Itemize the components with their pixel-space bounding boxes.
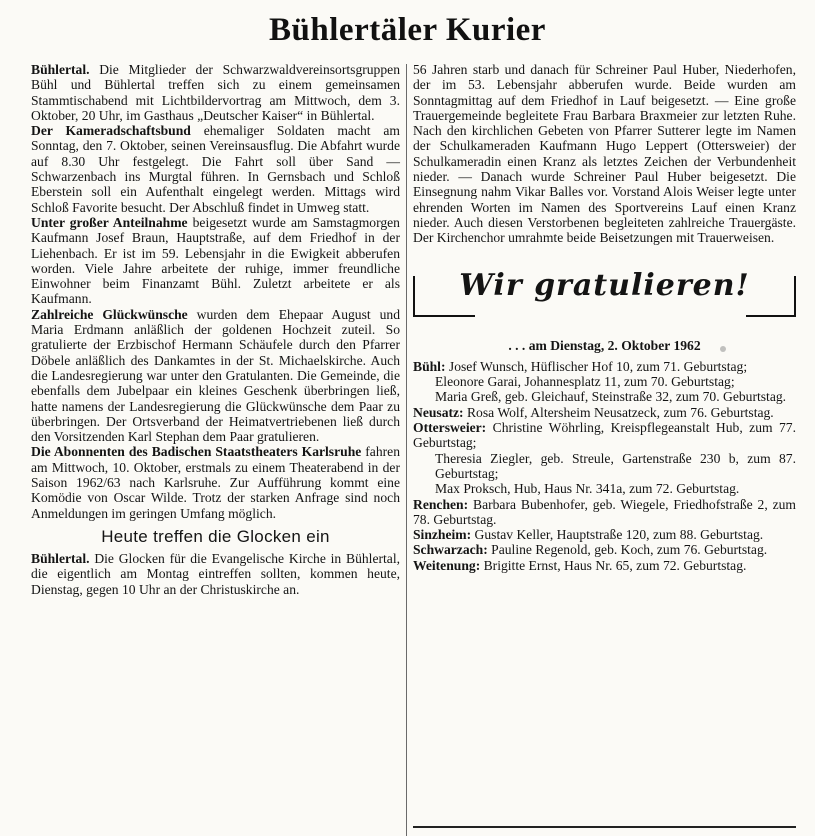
congratulations-date: . . . am Dienstag, 2. Oktober 1962 <box>508 337 701 353</box>
entry-text: Gustav Keller, Hauptstraße 120, zum 88. Geburtstag. <box>471 527 764 543</box>
article <box>31 215 400 307</box>
continued-article: 56 Jahren starb und danach für Schreiner Paul Huber, Niederhofen, der im 53. Lebensjahr abberufen wurde. Beide wurden am Sonntagmittag auf dem Friedhof in Lauf beigesetzt. — Eine große Trauergemeinde begleitete Frau Barbara Braxmeier zur letzten Ruhe. Nach den kirchlichen Gebeten von Pfarrer Sutterer legte im Namen der Schulkameraden Kaufmann Hugo Leppert (Ottersweier) der Schulkameradin einen Kranz als letztes Zeichen der Verbundenheit nieder. — Danach wurde Schreiner Paul Huber beigesetzt. Die Einsegnung nahm Vikar Balles vor. Vorstand Alois Weiser legte unter ehrenden Worten im Namen des Sportvereins Lauf einen Kranz nieder. Auch diesen Verstorbenen begleiteten zahlreiche Trauergäste. Der Kirchenchor umrahmte beide Beisetzungen mit Trauerweisen. <box>413 62 796 246</box>
entry-text: Eleonore Garai, Johannesplatz 11, zum 70. Geburtstag; <box>435 374 735 390</box>
birthday-list <box>413 359 796 573</box>
page-title: Bühlertäler Kurier <box>269 12 546 48</box>
article-text: Die Mitglieder der Schwarzwaldvereinsortsgruppen Bühl und Bühlertal treffen sich zu einem gemeinsamen Stammtischabend mit Lichtbildervortrag am Mittwoch, dem 3. Oktober, 20 Uhr, im Gasthaus „Deutscher Kaiser“ in Bühlertal. <box>31 62 400 123</box>
article-headline: Heute treffen die Glocken ein <box>101 526 330 546</box>
entry-text: Brigitte Ernst, Haus Nr. 65, zum 72. Geburtstag. <box>480 557 747 573</box>
article-text: wurden dem Ehepaar August und Maria Erdmann anläßlich der goldenen Hochzeit zuteil. So gratulierte der Erzbischof Hermann Schäufele durch den Pfarrer Döbele anläßlich des Dankamtes in der St. Michaelskirche. Auch die Landesregierung war unter den Gratulanten. Die Gemeinde, die ebenfalls dem Jubelpaar ein kleines Geschenk überbringen ließ, hatte namens der Landesregierung die Glückwünsche dem Paar zu überbringen. Der Ortsverband der Heimatvertriebenen ließ durch den Vorsitzenden Karl Stephan dem Paar gratulieren. <box>31 306 400 445</box>
place-name: Weitenung: <box>413 557 481 573</box>
bottom-rule <box>413 826 796 828</box>
entry-text: Pauline Regenold, geb. Koch, zum 76. Geburtstag. <box>487 542 768 558</box>
place-name: Ottersweier: <box>413 420 487 436</box>
entry-text: Barbara Bubenhofer, geb. Wiegele, Friedhofstraße 2, zum 78. Geburtstag. <box>413 496 796 527</box>
birthday-entry <box>413 405 796 420</box>
place-name: Schwarzach: <box>413 542 488 558</box>
box-underline-right <box>746 315 796 317</box>
birthday-entry <box>413 497 796 528</box>
congratulations-box <box>413 266 796 318</box>
place-name: Bühl: <box>413 358 446 374</box>
birthday-entry <box>413 542 796 557</box>
entry-text: Max Proksch, Hub, Haus Nr. 341a, zum 72. Geburtstag. <box>435 481 740 497</box>
article <box>31 551 400 597</box>
article <box>31 62 400 123</box>
article-lead: Unter großer Anteilnahme <box>31 214 188 230</box>
left-column <box>31 62 400 597</box>
article-text: ehemaliger Soldaten macht am Sonntag, den 7. Oktober, seinen Vereinsausflug. Die Abfahrt wurde auf 8.30 Uhr festgelegt. Die Fahrt soll über Sand — Schwarzenbach ins Murgtal führen. In Gernsbach und Schloß Eberstein soll ein Aufenthalt eingelegt werden. Mittags wird Schloß Favorite besucht. Der Abschluß findet in Umweg statt. <box>31 123 401 215</box>
right-column <box>413 62 796 573</box>
birthday-entry <box>413 558 796 573</box>
article-lead: Der Kameradschaftsbund <box>31 123 191 139</box>
congratulations-title: Wir gratulieren! <box>459 267 750 303</box>
birthday-entry <box>413 420 796 451</box>
entry-text: Christine Wöhrling, Kreispflegeanstalt Hub, zum 77. Geburtstag; <box>413 420 796 451</box>
birthday-entry <box>413 481 796 496</box>
article-lead: Bühlertal. <box>31 62 90 77</box>
article-text: beigesetzt wurde am Samstagmorgen Kaufmann Josef Braun, Hauptstraße, auf dem Friedhof in der Liehenbach. Er ist im 59. Lebensjahr in die Ewigkeit abberufen worden. Viele Jahre arbeitete der ruhige, immer freundliche Einwohner beim Finanzamt Bühl. Zuletzt arbeitete er als Kaufmann. <box>31 214 400 307</box>
place-name: Renchen: <box>413 496 469 512</box>
article <box>31 307 400 445</box>
place-name: Sinzheim: <box>413 527 472 543</box>
entry-text: Rosa Wolf, Altersheim Neusatzeck, zum 76. Geburtstag. <box>463 404 774 420</box>
birthday-entry <box>413 527 796 542</box>
article-text: Die Glocken für die Evangelische Kirche in Bühlertal, die eigentlich am Montag eintreffen sollten, kommen heute, Dienstag, gegen 10 Uhr an der Christuskirche an. <box>31 550 400 597</box>
article-text: fahren am Mittwoch, 10. Oktober, erstmals zu einem Theaterabend in der Saison 1962/63 nach Karlsruhe. Zur Aufführung kommt eine Komödie von Oscar Wilde. Trotz der starken Anfrage sind noch Anmeldungen im geringen Umfang möglich. <box>31 444 400 521</box>
birthday-entry <box>413 389 796 404</box>
article <box>31 123 400 215</box>
birthday-entry <box>413 374 796 389</box>
place-name: Neusatz: <box>413 404 464 420</box>
column-divider <box>406 64 407 836</box>
entry-text: Josef Wunsch, Hüflischer Hof 10, zum 71. Geburtstag; <box>445 358 748 374</box>
article-lead: Zahlreiche Glückwünsche <box>31 306 188 322</box>
article <box>31 444 400 520</box>
birthday-entry <box>413 359 796 374</box>
article-lead: Die Abonnenten des Badischen Staatstheaters Karlsruhe <box>31 444 362 460</box>
ink-smudge <box>720 346 726 352</box>
article-lead: Bühlertal. <box>31 550 90 566</box>
entry-text: Theresia Ziegler, geb. Streule, Gartenstraße 230 b, zum 87. Geburtstag; <box>435 450 796 481</box>
entry-text: Maria Greß, geb. Gleichauf, Steinstraße 32, zum 70. Geburtstag. <box>435 389 787 405</box>
box-underline-left <box>413 315 475 317</box>
birthday-entry <box>413 451 796 482</box>
